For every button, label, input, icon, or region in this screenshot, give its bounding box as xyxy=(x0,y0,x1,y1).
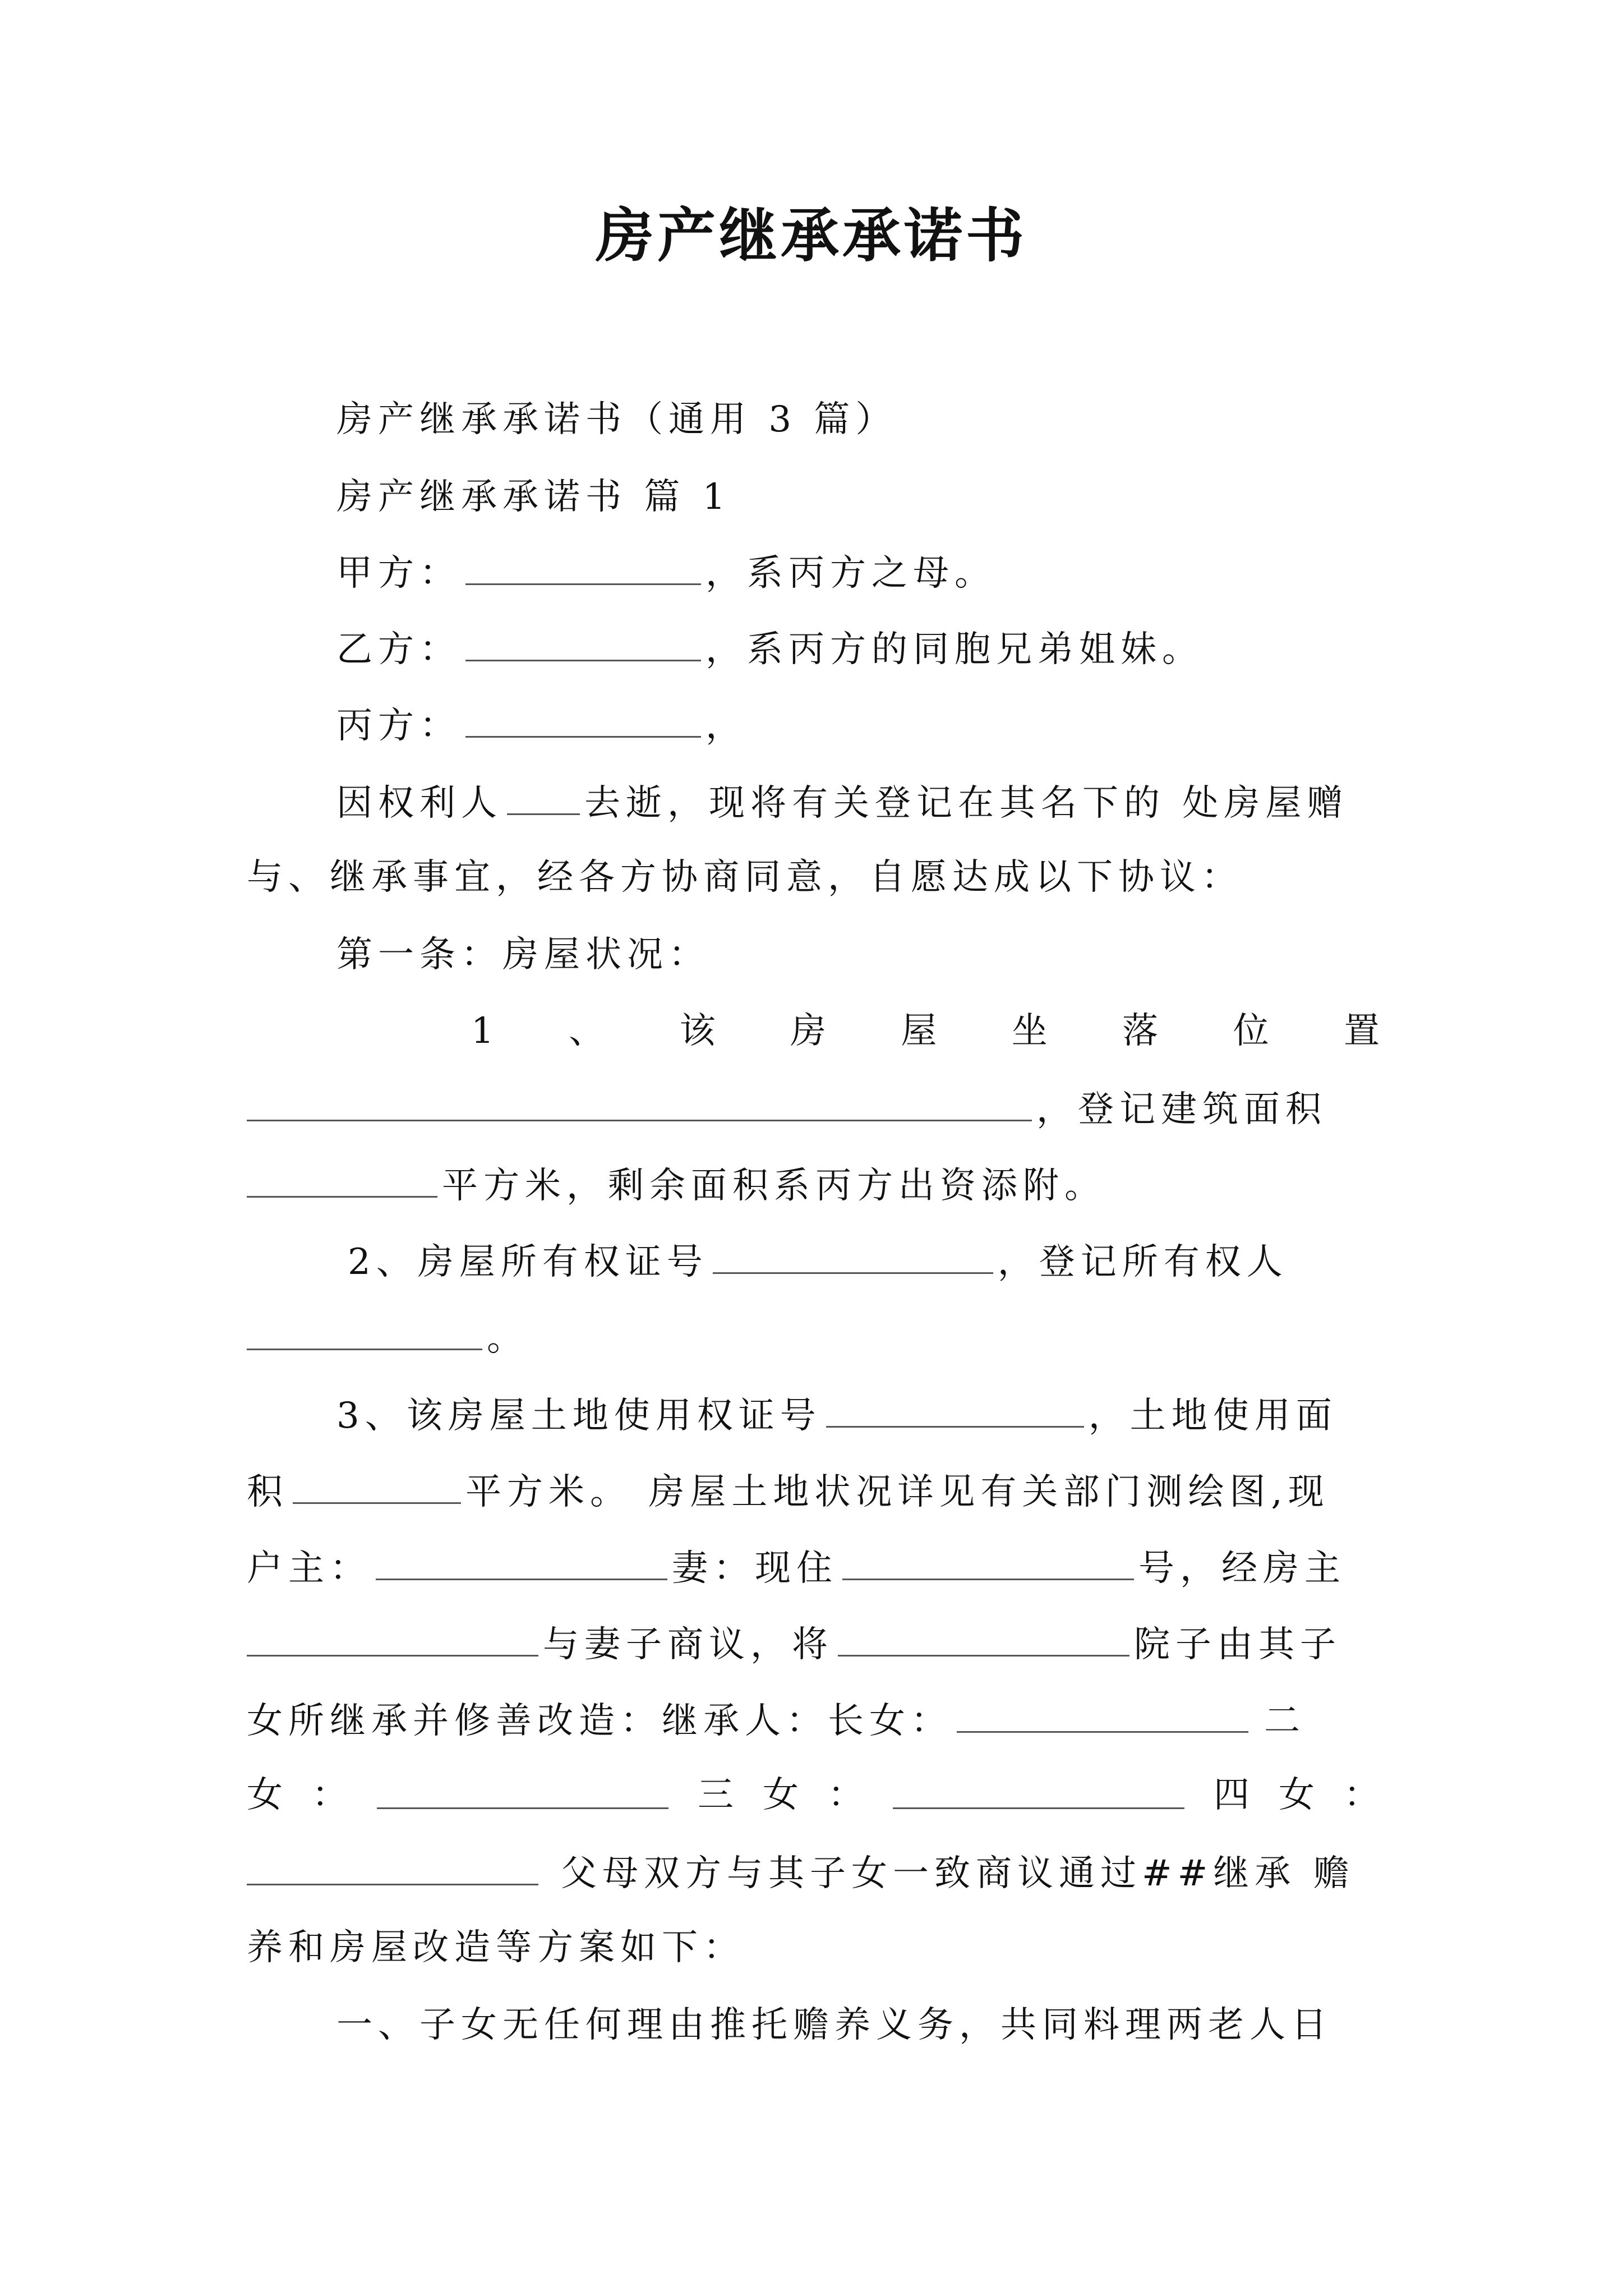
item2-cert-label: 2、房屋所有权证号 xyxy=(348,1241,708,1283)
party-b-label: 乙方： xyxy=(336,629,461,670)
item3-agreement-text: 父母双方与其子女一致商议通过##继承 赡 xyxy=(561,1853,1355,1894)
party-b-line xyxy=(336,619,1380,678)
item-3-line-5 xyxy=(247,1691,1380,1749)
courtyard-blank xyxy=(838,1614,1129,1657)
item1-char: 屋 xyxy=(901,1010,937,1052)
item3-householder-label: 户主： xyxy=(247,1548,371,1589)
area-blank xyxy=(247,1156,437,1198)
item1-char: 位 xyxy=(1233,1010,1269,1052)
fourth-daughter-blank xyxy=(247,1843,538,1885)
colon: ： xyxy=(312,1774,348,1816)
intro-text-a: 因权利人 xyxy=(336,783,502,824)
party-a-line xyxy=(336,543,1380,601)
location-blank xyxy=(247,1079,1032,1121)
item-1-line-1 xyxy=(471,1003,1380,1059)
item-1-line-3 xyxy=(247,1156,1380,1214)
party-c-line xyxy=(336,696,1380,754)
party-a-desc: ，系丙方之母。 xyxy=(706,553,996,594)
owner-blank xyxy=(247,1308,482,1350)
item3-second: 二 xyxy=(1264,1700,1306,1742)
item2-end: 。 xyxy=(487,1318,528,1359)
item-3-line-4 xyxy=(247,1614,1380,1673)
intro-text-b: 去逝，现将有关登记在其名下的 处房屋赠 xyxy=(584,783,1349,824)
land-cert-blank xyxy=(826,1386,1084,1428)
item3-ji: 积 xyxy=(247,1471,288,1513)
item1-char: 房 xyxy=(790,1010,826,1052)
party-b-desc: ，系丙方的同胞兄弟姐妹。 xyxy=(706,629,1204,670)
colon: ： xyxy=(1344,1774,1380,1816)
item1-char: 落 xyxy=(1122,1010,1159,1052)
daughter-label: 女 xyxy=(1279,1774,1315,1816)
item1-char: 1 xyxy=(471,1010,494,1052)
item3-discuss-text: 与妻子商议，将 xyxy=(543,1624,833,1665)
document-title: 房产继承承诺书 xyxy=(595,201,1027,270)
owner-name-blank xyxy=(247,1614,538,1657)
item1-area-text: 平方米，剩余面积系丙方出资添附。 xyxy=(442,1165,1106,1207)
item-2-line-1 xyxy=(348,1232,1380,1290)
item-3-line-1 xyxy=(336,1386,1380,1444)
item-2-line-2 xyxy=(247,1308,1380,1366)
address-blank xyxy=(842,1538,1134,1580)
item1-char: 坐 xyxy=(1011,1010,1048,1052)
item1-char: 置 xyxy=(1343,1010,1380,1052)
subtitle: 房产继承承诺书（通用 3 篇） xyxy=(336,399,897,440)
item-3-line-6 xyxy=(247,1767,1380,1823)
item-1-line-2 xyxy=(247,1079,1380,1138)
item2-owner-label: ，登记所有权人 xyxy=(997,1241,1288,1283)
fourth-label: 四 xyxy=(1214,1774,1249,1816)
item1-area-label: ，登记建筑面积 xyxy=(1036,1089,1327,1130)
householder-blank xyxy=(376,1538,667,1580)
party-a-label: 甲方： xyxy=(336,553,461,594)
chapter-heading: 房产继承承诺书 篇 1 xyxy=(336,476,731,518)
cert-number-blank xyxy=(713,1232,993,1274)
party-c-label: 丙方： xyxy=(336,705,461,747)
daughter-label: 女 xyxy=(247,1774,283,1816)
article-1-heading: 第一条：房屋状况： xyxy=(336,934,710,976)
item3-courtyard-text: 院子由其子 xyxy=(1134,1624,1341,1665)
party-c-desc: ， xyxy=(706,705,747,747)
item3-land-area-label: ，土地使用面 xyxy=(1088,1395,1338,1437)
party-a-blank xyxy=(465,543,701,585)
item-3-line-7 xyxy=(247,1843,1380,1902)
item-3-line-2 xyxy=(247,1462,1380,1520)
item1-char: 该 xyxy=(679,1010,716,1052)
second-daughter-blank xyxy=(377,1767,668,1809)
daughter-label: 女 xyxy=(763,1774,799,1816)
deceased-blank xyxy=(507,773,580,815)
party-c-blank xyxy=(465,696,701,738)
item-3-line-3 xyxy=(247,1538,1380,1596)
item-3-line-8: 养和房屋改造等方案如下： xyxy=(247,1927,745,1968)
item3-number-label: 号，经房主 xyxy=(1138,1548,1346,1589)
land-area-blank xyxy=(293,1462,461,1504)
eldest-daughter-blank xyxy=(957,1691,1248,1733)
intro-line-1 xyxy=(336,773,1380,831)
clause-1-line: 一、子女无任何理由推托赡养义务，共同料理两老人日 xyxy=(336,2004,1332,2046)
item3-survey-text: 平方米。 房屋土地状况详见有关部门测绘图,现 xyxy=(465,1471,1330,1513)
item3-wife-label: 妻：现住 xyxy=(672,1548,838,1589)
item1-char: 、 xyxy=(569,1010,605,1052)
colon: ： xyxy=(828,1774,864,1816)
item3-land-cert-label: 3、该房屋土地使用权证号 xyxy=(336,1395,822,1437)
party-b-blank xyxy=(465,619,701,661)
item3-heirs-text: 女所继承并修善改造：继承人：长女： xyxy=(247,1700,952,1742)
intro-line-2: 与、继承事宜，经各方协商同意，自愿达成以下协议： xyxy=(247,857,1243,898)
third-daughter-blank xyxy=(893,1767,1184,1809)
third-label: 三 xyxy=(698,1774,734,1816)
